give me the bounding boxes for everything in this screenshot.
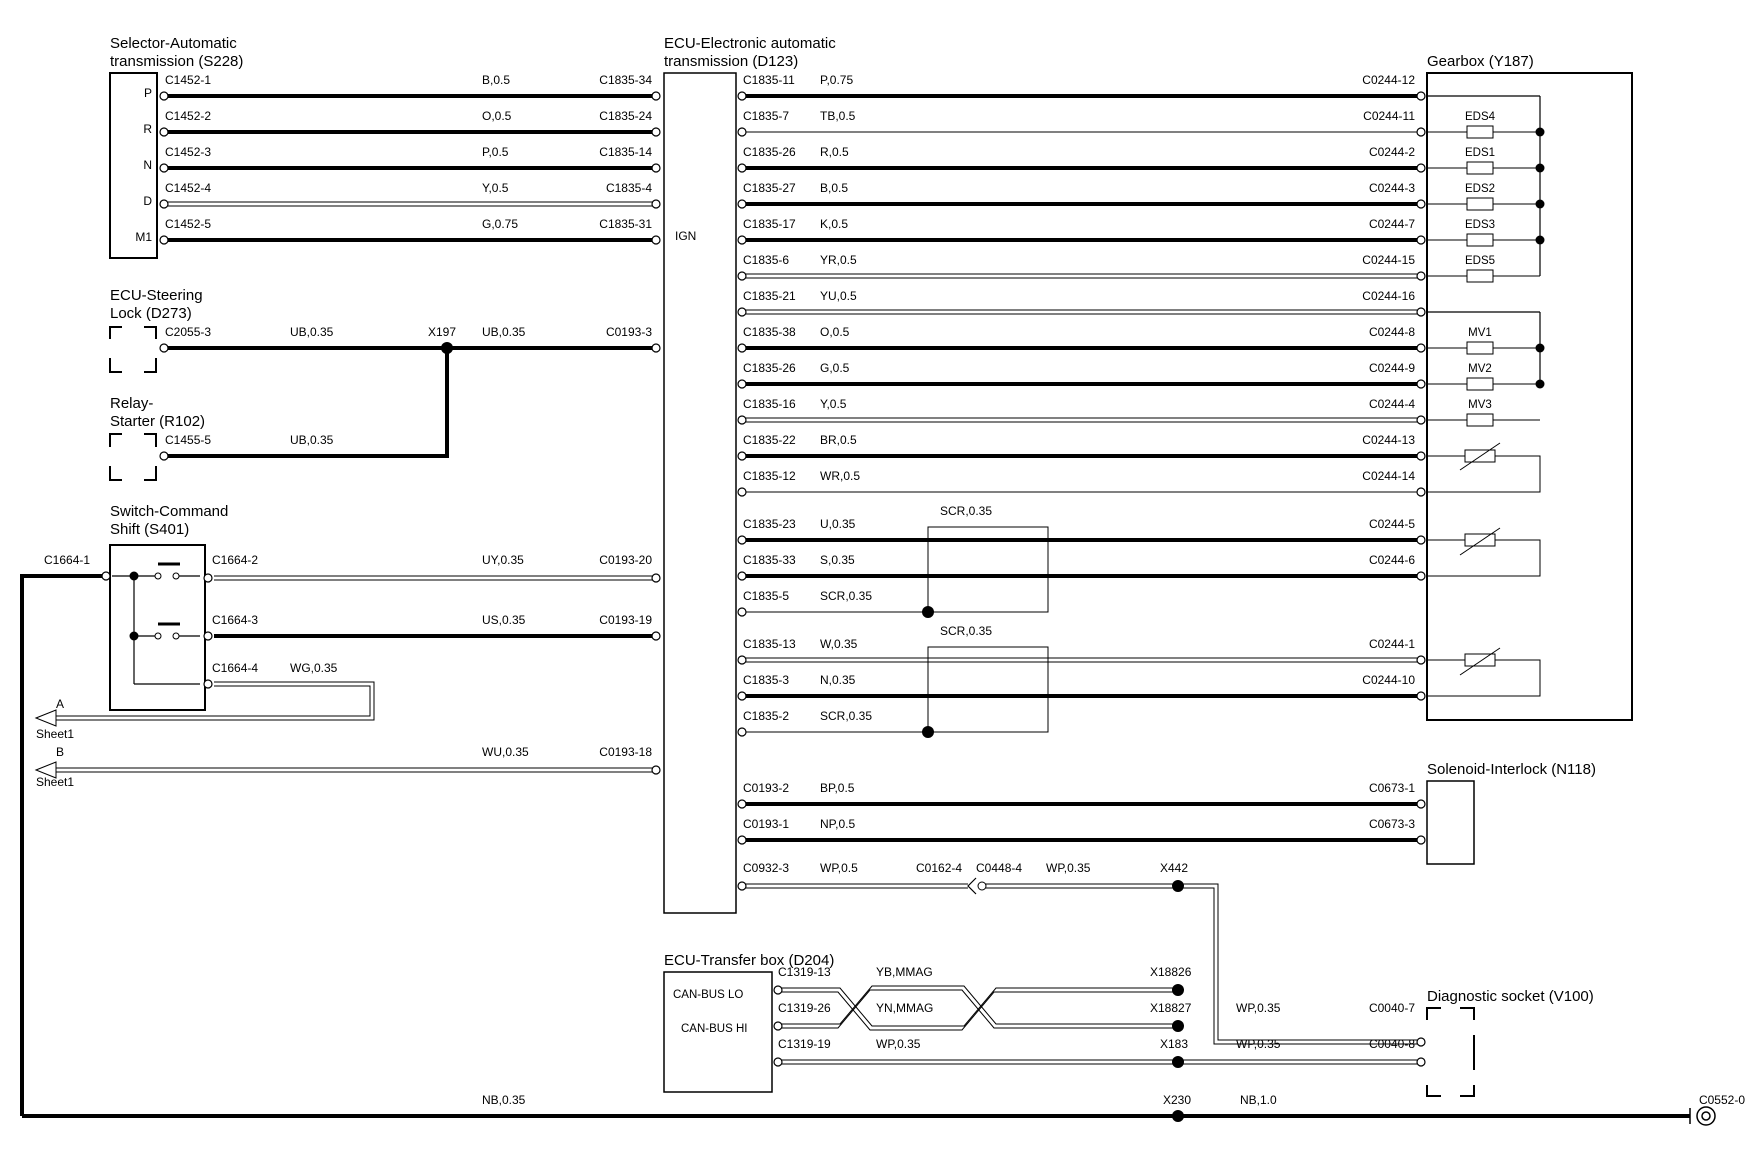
wire-pin-label: C0244-12 — [1362, 73, 1415, 87]
splice-x230-dot — [1172, 1110, 1184, 1122]
wire-pin-label: C0193-19 — [599, 613, 652, 627]
wire-pin-label: C1452-2 — [165, 109, 212, 123]
wire-pin-label: C0244-5 — [1368, 517, 1415, 531]
connector-pin — [1417, 692, 1425, 700]
wire-pin-label: C0673-3 — [1368, 817, 1415, 831]
wire-spec-label: NB,0.35 — [482, 1093, 526, 1107]
wire-spec-label: YN,MMAG — [876, 1001, 934, 1015]
wire-spec-label: YU,0.5 — [820, 289, 857, 303]
splice-x442-dot — [1172, 880, 1184, 892]
connector-pin — [1417, 452, 1425, 460]
splice-x197-dot — [441, 342, 453, 354]
wire-pin-label: C1835-31 — [599, 217, 652, 231]
connector-pin — [1417, 1038, 1425, 1046]
can-bus-wires — [780, 986, 1417, 1064]
connector-pin — [1417, 200, 1425, 208]
wire-spec-label: UB,0.35 — [290, 325, 334, 339]
wire-pin-label: C1835-14 — [599, 145, 652, 159]
connector-pin — [1417, 572, 1425, 580]
wire-spec-label: B,0.5 — [482, 73, 511, 87]
connector-pin — [1417, 488, 1425, 496]
wire-spec-label: SCR,0.35 — [820, 709, 873, 723]
wire-pin-label: C0193-3 — [605, 325, 652, 339]
shield-junction-dot — [922, 606, 934, 618]
connector-pin — [652, 574, 660, 582]
selector-position-label: R — [143, 122, 152, 136]
wire-spec-label: Y,0.5 — [820, 397, 847, 411]
splice-label: X197 — [428, 325, 457, 339]
wire-pin-label: C0552-0 — [1698, 1093, 1745, 1107]
connector-pin — [652, 766, 660, 774]
connector-pin — [160, 452, 168, 460]
connector-pin — [204, 574, 212, 582]
wire-pin-label: C0244-6 — [1368, 553, 1415, 567]
wire-spec-label: R,0.5 — [820, 145, 849, 159]
connector-pin — [1417, 656, 1425, 664]
offsheet-arrows — [36, 710, 56, 778]
connector-pin — [160, 200, 168, 208]
solenoid-mv1-icon — [1467, 342, 1493, 354]
connector-pin — [738, 536, 746, 544]
connector-pin — [738, 692, 746, 700]
ecu-d123-title: ECU-Electronic automatic — [664, 35, 836, 52]
connector-pin — [738, 882, 746, 890]
splice-label: X183 — [1160, 1037, 1189, 1051]
wire-pin-label: C0673-1 — [1368, 781, 1415, 795]
shield-label: SCR,0.35 — [940, 624, 993, 638]
connector-pin — [738, 488, 746, 496]
wire-spec-label: S,0.35 — [820, 553, 855, 567]
wire-pin-label: C1835-3 — [743, 673, 790, 687]
ground-eyelet-icon — [1690, 1107, 1715, 1125]
wire-pin-label: C0244-15 — [1362, 253, 1415, 267]
wire-spec-label: NP,0.5 — [820, 817, 856, 831]
connector-pin — [738, 836, 746, 844]
wire-spec-label: US,0.35 — [482, 613, 526, 627]
wire-pin-label: C0244-1 — [1368, 637, 1415, 651]
splice-x18826-dot — [1172, 984, 1184, 996]
connector-pin — [204, 680, 212, 688]
device-label: MV3 — [1468, 399, 1492, 411]
switch-contacts — [130, 572, 179, 640]
solenoid-eds4-icon — [1467, 126, 1493, 138]
connector-pin — [738, 236, 746, 244]
wire-pin-label: C1835-12 — [743, 469, 796, 483]
connector-pin — [1417, 236, 1425, 244]
wire-pin-label: C1835-38 — [743, 325, 796, 339]
connector-pin — [738, 380, 746, 388]
wire-pin-label: C0193-18 — [599, 745, 652, 759]
wire-pin-label: C1452-3 — [165, 145, 212, 159]
device-label: EDS1 — [1464, 147, 1496, 159]
wire-spec-label: UY,0.35 — [482, 553, 524, 567]
wire-pin-label: C0193-20 — [599, 553, 652, 567]
wire-pin-label: C1664-3 — [212, 613, 259, 627]
connector-pin — [1417, 536, 1425, 544]
connector-pin — [1417, 128, 1425, 136]
wire-pin-label: C1835-6 — [743, 253, 790, 267]
steering-lock-title-2: Lock (D273) — [110, 305, 192, 322]
wire-pin-label: C1835-24 — [599, 109, 652, 123]
wire-pin-label: C1835-7 — [743, 109, 790, 123]
connector-pin — [1417, 308, 1425, 316]
wire-pin-label: C0244-13 — [1362, 433, 1415, 447]
ecu-d123-box — [664, 73, 736, 913]
connector-pin — [652, 128, 660, 136]
wire-pin-label: C1835-2 — [743, 709, 790, 723]
wire-pin-label: C0244-7 — [1368, 217, 1415, 231]
connector-pin — [160, 164, 168, 172]
wire-spec-label: WG,0.35 — [290, 661, 338, 675]
wire-pin-label: C1452-1 — [165, 73, 212, 87]
can-lo-label: CAN-BUS LO — [673, 989, 744, 1001]
connector-pin — [738, 164, 746, 172]
connector-pin — [738, 608, 746, 616]
connector-pin — [1417, 164, 1425, 172]
wire-pin-label: C0244-2 — [1368, 145, 1415, 159]
wire-spec-label: TB,0.5 — [820, 109, 856, 123]
splice-x18827-dot — [1172, 1020, 1184, 1032]
wire-spec-label: WP,0.35 — [1236, 1001, 1281, 1015]
solenoid-eds2-icon — [1467, 198, 1493, 210]
wire-pin-label: C1835-34 — [599, 73, 652, 87]
wire-spec-label: WP,0.5 — [820, 861, 858, 875]
device-label: EDS4 — [1464, 111, 1496, 123]
offsheet-letter: A — [56, 697, 65, 711]
wire-pin-label: C0040-7 — [1368, 1001, 1415, 1015]
connector-pin — [774, 986, 782, 994]
offsheet-a-arrow-icon — [36, 710, 56, 726]
wire-pin-label: C0193-1 — [743, 817, 790, 831]
shield-box — [928, 647, 1048, 732]
wire-spec-label: G,0.75 — [482, 217, 519, 231]
wire-spec-label: BP,0.5 — [820, 781, 855, 795]
wire-spec-label: WU,0.35 — [482, 745, 529, 759]
connector-pin — [160, 344, 168, 352]
shield-label: SCR,0.35 — [940, 504, 993, 518]
splice-x183-dot — [1172, 1056, 1184, 1068]
wire-pin-label: C2055-3 — [165, 325, 212, 339]
wire-pin-label: C0244-14 — [1362, 469, 1415, 483]
relay-title-2: Starter (R102) — [110, 413, 206, 430]
can-hi-label: CAN-BUS HI — [681, 1023, 748, 1035]
shift-switch-wires — [22, 564, 654, 1116]
diag-socket-title: Diagnostic socket (V100) — [1427, 988, 1594, 1005]
solenoid-mv3-icon — [1467, 414, 1493, 426]
splice-label: X230 — [1163, 1093, 1192, 1107]
speed-sensor-icon — [1465, 654, 1495, 666]
splice-label: X18827 — [1150, 1001, 1192, 1015]
gearbox-title: Gearbox (Y187) — [1427, 53, 1534, 70]
wire-pin-label: C0244-16 — [1362, 289, 1415, 303]
shield-junction-dot — [922, 726, 934, 738]
wire-spec-label: P,0.75 — [820, 73, 854, 87]
wire-pin-label: C1835-17 — [743, 217, 796, 231]
connector-pin — [102, 572, 110, 580]
connector-pin — [652, 632, 660, 640]
wire-spec-label: O,0.5 — [482, 109, 512, 123]
steering-relay-wires — [168, 348, 654, 456]
connector-pin — [160, 128, 168, 136]
interlock-box — [1427, 781, 1474, 864]
connector-pin — [204, 632, 212, 640]
wire-pin-label: C1319-26 — [778, 1001, 831, 1015]
inline-connector-icon — [968, 878, 976, 894]
relay-title: Relay- — [110, 395, 154, 412]
speed-sensor-icon — [1465, 534, 1495, 546]
connector-pin — [1417, 800, 1425, 808]
wire-pin-label: C1319-19 — [778, 1037, 831, 1051]
connector-pin — [652, 344, 660, 352]
selector-wires — [168, 96, 654, 240]
wire-spec-label: WP,0.35 — [1046, 861, 1091, 875]
wire-spec-label: YB,MMAG — [876, 965, 933, 979]
device-label: EDS5 — [1464, 255, 1496, 267]
connector-pin — [1417, 380, 1425, 388]
selector-title: Selector-Automatic — [110, 35, 237, 52]
wire-pin-label: C1835-33 — [743, 553, 796, 567]
connector-pin — [738, 656, 746, 664]
wire-spec-label: SCR,0.35 — [820, 589, 873, 603]
wire-spec-label: W,0.35 — [820, 637, 858, 651]
device-label: EDS2 — [1464, 183, 1496, 195]
offsheet-letter: B — [56, 745, 65, 759]
connector-pin — [738, 452, 746, 460]
device-label: EDS3 — [1464, 219, 1496, 231]
connector-pin — [738, 344, 746, 352]
switch-title-2: Shift (S401) — [110, 521, 190, 538]
wire-spec-label: NB,1.0 — [1240, 1093, 1277, 1107]
solenoid-eds5-icon — [1467, 270, 1493, 282]
wire-pin-label: C1664-1 — [44, 553, 91, 567]
wire-pin-label: C1452-5 — [165, 217, 212, 231]
connector-pin — [1417, 416, 1425, 424]
connector-pin — [1417, 344, 1425, 352]
interlock-title: Solenoid-Interlock (N118) — [1427, 761, 1596, 778]
wire-pin-label: C1835-5 — [743, 589, 790, 603]
solenoid-eds3-icon — [1467, 234, 1493, 246]
connector-pin — [652, 200, 660, 208]
connector-pin — [652, 92, 660, 100]
wire-pin-label: C0244-10 — [1362, 673, 1415, 687]
connector-pin — [1417, 1058, 1425, 1066]
device-label: MV1 — [1468, 327, 1492, 339]
inline-connector-pin-icon — [978, 882, 986, 890]
wire-spec-label: WP,0.35 — [876, 1037, 921, 1051]
wire-pin-label: C1452-4 — [165, 181, 212, 195]
wire-pin-label: C0448-4 — [976, 861, 1023, 875]
wire-pin-label: C1835-11 — [743, 73, 795, 87]
connector-pin — [738, 728, 746, 736]
wire-pin-label: C1319-13 — [778, 965, 831, 979]
wire-pin-label: C1835-27 — [743, 181, 796, 195]
wire-pin-label: C0193-2 — [743, 781, 790, 795]
relay-dashed-box — [110, 434, 156, 480]
connector-pin — [774, 1058, 782, 1066]
steering-lock-title: ECU-Steering — [110, 287, 203, 304]
connector-pin — [652, 236, 660, 244]
connector-pin — [652, 164, 660, 172]
wire-spec-label: B,0.5 — [820, 181, 849, 195]
selector-positions — [135, 86, 152, 244]
splice-label: X18826 — [1150, 965, 1192, 979]
connector-pin — [1417, 272, 1425, 280]
switch-title: Switch-Command — [110, 503, 229, 520]
connector-pin — [1417, 92, 1425, 100]
solenoid-mv2-icon — [1467, 378, 1493, 390]
connector-pin — [738, 800, 746, 808]
connector-pin — [738, 128, 746, 136]
selector-position-label: D — [143, 194, 152, 208]
wire-spec-label: O,0.5 — [820, 325, 850, 339]
wire-pin-label: C0244-8 — [1368, 325, 1415, 339]
wire-pin-label: C1664-4 — [212, 661, 259, 675]
offsheet-sheet-label: Sheet1 — [36, 775, 75, 789]
wire-pin-label: C1835-23 — [743, 517, 796, 531]
connector-pin — [160, 236, 168, 244]
switch-box — [110, 545, 205, 710]
solenoid-eds1-icon — [1467, 162, 1493, 174]
connector-pin — [738, 308, 746, 316]
wire-pin-label: C0244-9 — [1368, 361, 1415, 375]
connector-pin — [774, 1022, 782, 1030]
connector-pin — [160, 92, 168, 100]
offsheet-sheet-label: Sheet1 — [36, 727, 75, 741]
ecu-d123-title-2: transmission (D123) — [664, 53, 799, 70]
ecu-ign-label: IGN — [675, 229, 697, 243]
wire-spec-label: WR,0.5 — [820, 469, 861, 483]
wire-pin-label: C1835-13 — [743, 637, 796, 651]
wire-spec-label: P,0.5 — [482, 145, 509, 159]
steering-lock-dashed-box — [110, 327, 156, 372]
ecu-d204-title: ECU-Transfer box (D204) — [664, 952, 835, 969]
wire-spec-label: BR,0.5 — [820, 433, 857, 447]
wire-pin-label: C0244-11 — [1363, 109, 1415, 123]
connector-pin — [1417, 836, 1425, 844]
selector-title-2: transmission (S228) — [110, 53, 244, 70]
wire-spec-label: WP,0.35 — [1236, 1037, 1281, 1051]
gearbox-box — [1427, 73, 1632, 720]
wire-pin-label: C1455-5 — [165, 433, 212, 447]
wire-spec-label: U,0.35 — [820, 517, 856, 531]
wire-pin-label: C1835-26 — [743, 145, 796, 159]
wire-pin-label: C1664-2 — [212, 553, 259, 567]
wire-spec-label: K,0.5 — [820, 217, 849, 231]
wire-pin-label: C0244-4 — [1368, 397, 1415, 411]
diagnostic-socket-dashed-box — [1427, 1008, 1474, 1096]
wire-spec-label: Y,0.5 — [482, 181, 509, 195]
wire-pin-label: C0040-8 — [1368, 1037, 1415, 1051]
connector-pin — [738, 200, 746, 208]
gearbox-device-labels — [1465, 111, 1496, 411]
wire-pin-label: C0162-4 — [916, 861, 963, 875]
wire-pin-label: C1835-26 — [743, 361, 796, 375]
wire-pin-label: C1835-4 — [605, 181, 652, 195]
wire-pin-label: C0244-3 — [1368, 181, 1415, 195]
connector-pin — [738, 416, 746, 424]
splice-label: X442 — [1160, 861, 1189, 875]
connector-pin — [738, 272, 746, 280]
wire-pin-label: C1835-22 — [743, 433, 796, 447]
selector-position-label: N — [143, 158, 152, 172]
wire-spec-label: G,0.5 — [820, 361, 850, 375]
connector-pin — [738, 92, 746, 100]
wire-spec-label: N,0.35 — [820, 673, 856, 687]
selector-position-label: M1 — [135, 230, 152, 244]
wire-pin-label: C0932-3 — [743, 861, 790, 875]
wire-spec-label: UB,0.35 — [290, 433, 334, 447]
connector-pin — [738, 572, 746, 580]
selector-position-label: P — [143, 86, 152, 100]
device-label: MV2 — [1468, 363, 1492, 375]
wire-spec-label: YR,0.5 — [820, 253, 857, 267]
wire-pin-label: C1835-16 — [743, 397, 796, 411]
wire-spec-label: UB,0.35 — [482, 325, 526, 339]
wire-pin-label: C1835-21 — [743, 289, 796, 303]
